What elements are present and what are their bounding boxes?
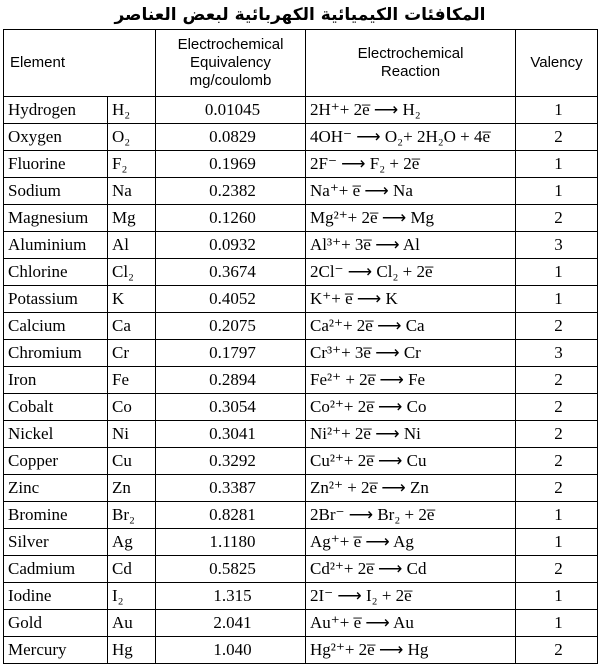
symbol-cell: Fe [108, 367, 156, 394]
reaction-cell: Ca²⁺+ 2e̅ ⟶ Ca [306, 313, 516, 340]
table-row [4, 232, 598, 259]
equivalency-cell: 0.01045 [156, 97, 306, 124]
reaction-cell: Au⁺+ e̅ ⟶ Au [306, 610, 516, 637]
reaction-cell: Zn²⁺ + 2e̅ ⟶ Zn [306, 475, 516, 502]
table-row [4, 637, 598, 664]
symbol-cell: K [108, 286, 156, 313]
reaction-cell: K⁺+ e̅ ⟶ K [306, 286, 516, 313]
reaction-cell: 2Cl⁻ ⟶ Cl₂ + 2e̅ [306, 259, 516, 286]
equivalency-cell: 0.8281 [156, 502, 306, 529]
reaction-cell: Hg²⁺+ 2e̅ ⟶ Hg [306, 637, 516, 664]
element-cell: Gold [4, 610, 108, 637]
valency-cell: 1 [516, 583, 598, 610]
header-equivalency [156, 30, 306, 97]
element-cell: Hydrogen [4, 97, 108, 124]
reaction-cell: Mg²⁺+ 2e̅ ⟶ Mg [306, 205, 516, 232]
symbol-cell: Br₂ [108, 502, 156, 529]
header-valency: Valency [516, 30, 598, 97]
reaction-cell: Cr³⁺+ 3e̅ ⟶ Cr [306, 340, 516, 367]
element-cell: Bromine [4, 502, 108, 529]
valency-cell: 1 [516, 178, 598, 205]
symbol-cell: F₂ [108, 151, 156, 178]
equivalency-cell: 0.1969 [156, 151, 306, 178]
symbol-cell: Cl₂ [108, 259, 156, 286]
table-row [4, 583, 598, 610]
reaction-cell: 2I⁻ ⟶ I₂ + 2e̅ [306, 583, 516, 610]
valency-cell: 2 [516, 124, 598, 151]
symbol-cell: Al [108, 232, 156, 259]
valency-cell: 2 [516, 637, 598, 664]
table-row [4, 286, 598, 313]
table-row [4, 259, 598, 286]
element-cell: Potassium [4, 286, 108, 313]
valency-cell: 3 [516, 340, 598, 367]
valency-cell: 3 [516, 232, 598, 259]
valency-cell: 2 [516, 313, 598, 340]
valency-cell: 2 [516, 394, 598, 421]
element-cell: Iron [4, 367, 108, 394]
table-row [4, 205, 598, 232]
element-cell: Copper [4, 448, 108, 475]
equivalency-cell: 0.3054 [156, 394, 306, 421]
equivalency-cell: 2.041 [156, 610, 306, 637]
table-row [4, 394, 598, 421]
header-reaction-text: Electrochemical Reaction [357, 45, 464, 80]
reaction-cell: 2Br⁻ ⟶ Br₂ + 2e̅ [306, 502, 516, 529]
symbol-cell: Co [108, 394, 156, 421]
symbol-cell: Ca [108, 313, 156, 340]
equivalency-cell: 0.1260 [156, 205, 306, 232]
reaction-cell: 4OH⁻ ⟶ O₂+ 2H₂O + 4e̅ [306, 124, 516, 151]
table-row [4, 313, 598, 340]
symbol-cell: Cr [108, 340, 156, 367]
valency-cell: 1 [516, 610, 598, 637]
reaction-cell: Co²⁺+ 2e̅ ⟶ Co [306, 394, 516, 421]
header-equivalency-text: Electrochemical Equivalency mg/coulomb [177, 36, 284, 89]
equivalency-cell: 1.315 [156, 583, 306, 610]
reaction-cell: Na⁺+ e̅ ⟶ Na [306, 178, 516, 205]
element-cell: Mercury [4, 637, 108, 664]
valency-cell: 1 [516, 286, 598, 313]
reaction-cell: Fe²⁺ + 2e̅ ⟶ Fe [306, 367, 516, 394]
element-cell: Aluminium [4, 232, 108, 259]
table-row [4, 151, 598, 178]
reaction-cell: Al³⁺+ 3e̅ ⟶ Al [306, 232, 516, 259]
reaction-cell: Ni²⁺+ 2e̅ ⟶ Ni [306, 421, 516, 448]
element-cell: Silver [4, 529, 108, 556]
element-cell: Nickel [4, 421, 108, 448]
symbol-cell: Ag [108, 529, 156, 556]
element-cell: Sodium [4, 178, 108, 205]
valency-cell: 2 [516, 421, 598, 448]
element-cell: Iodine [4, 583, 108, 610]
valency-cell: 1 [516, 97, 598, 124]
equivalency-cell: 0.2894 [156, 367, 306, 394]
equivalency-cell: 0.3674 [156, 259, 306, 286]
table-body [4, 97, 598, 664]
symbol-cell: Cd [108, 556, 156, 583]
symbol-cell: Au [108, 610, 156, 637]
valency-cell: 2 [516, 448, 598, 475]
equivalency-cell: 0.1797 [156, 340, 306, 367]
element-cell: Fluorine [4, 151, 108, 178]
equivalency-cell: 0.0932 [156, 232, 306, 259]
equivalency-cell: 1.1180 [156, 529, 306, 556]
element-cell: Cobalt [4, 394, 108, 421]
header-reaction [306, 30, 516, 97]
element-cell: Magnesium [4, 205, 108, 232]
electrochemical-table [3, 29, 598, 664]
valency-cell: 1 [516, 151, 598, 178]
equivalency-cell: 0.5825 [156, 556, 306, 583]
header-element: Element [4, 30, 156, 97]
reaction-cell: Ag⁺+ e̅ ⟶ Ag [306, 529, 516, 556]
equivalency-cell: 0.0829 [156, 124, 306, 151]
table-row [4, 502, 598, 529]
valency-cell: 2 [516, 475, 598, 502]
reaction-cell: Cd²⁺+ 2e̅ ⟶ Cd [306, 556, 516, 583]
table-row [4, 178, 598, 205]
equivalency-cell: 0.3387 [156, 475, 306, 502]
element-cell: Chlorine [4, 259, 108, 286]
valency-cell: 2 [516, 205, 598, 232]
symbol-cell: I₂ [108, 583, 156, 610]
table-row [4, 610, 598, 637]
equivalency-cell: 0.2075 [156, 313, 306, 340]
header-row [4, 30, 598, 97]
table-row [4, 421, 598, 448]
equivalency-cell: 0.4052 [156, 286, 306, 313]
reaction-cell: 2F⁻ ⟶ F₂ + 2e̅ [306, 151, 516, 178]
valency-cell: 2 [516, 367, 598, 394]
symbol-cell: Hg [108, 637, 156, 664]
table-row [4, 556, 598, 583]
equivalency-cell: 0.3041 [156, 421, 306, 448]
element-cell: Zinc [4, 475, 108, 502]
symbol-cell: Ni [108, 421, 156, 448]
element-cell: Cadmium [4, 556, 108, 583]
page-title: المكافئات الكيميائية الكهربائية لبعض العناصر [114, 5, 486, 25]
table-row [4, 97, 598, 124]
table-row [4, 448, 598, 475]
equivalency-cell: 0.3292 [156, 448, 306, 475]
symbol-cell: Mg [108, 205, 156, 232]
reaction-cell: Cu²⁺+ 2e̅ ⟶ Cu [306, 448, 516, 475]
valency-cell: 1 [516, 529, 598, 556]
table-row [4, 367, 598, 394]
table-row [4, 475, 598, 502]
element-cell: Calcium [4, 313, 108, 340]
symbol-cell: Na [108, 178, 156, 205]
table-row [4, 340, 598, 367]
table-row [4, 529, 598, 556]
table-row [4, 124, 598, 151]
reaction-cell: 2H⁺+ 2e̅ ⟶ H₂ [306, 97, 516, 124]
element-cell: Chromium [4, 340, 108, 367]
equivalency-cell: 1.040 [156, 637, 306, 664]
valency-cell: 1 [516, 259, 598, 286]
element-cell: Oxygen [4, 124, 108, 151]
symbol-cell: Zn [108, 475, 156, 502]
equivalency-cell: 0.2382 [156, 178, 306, 205]
symbol-cell: O₂ [108, 124, 156, 151]
valency-cell: 2 [516, 556, 598, 583]
symbol-cell: Cu [108, 448, 156, 475]
valency-cell: 1 [516, 502, 598, 529]
symbol-cell: H₂ [108, 97, 156, 124]
